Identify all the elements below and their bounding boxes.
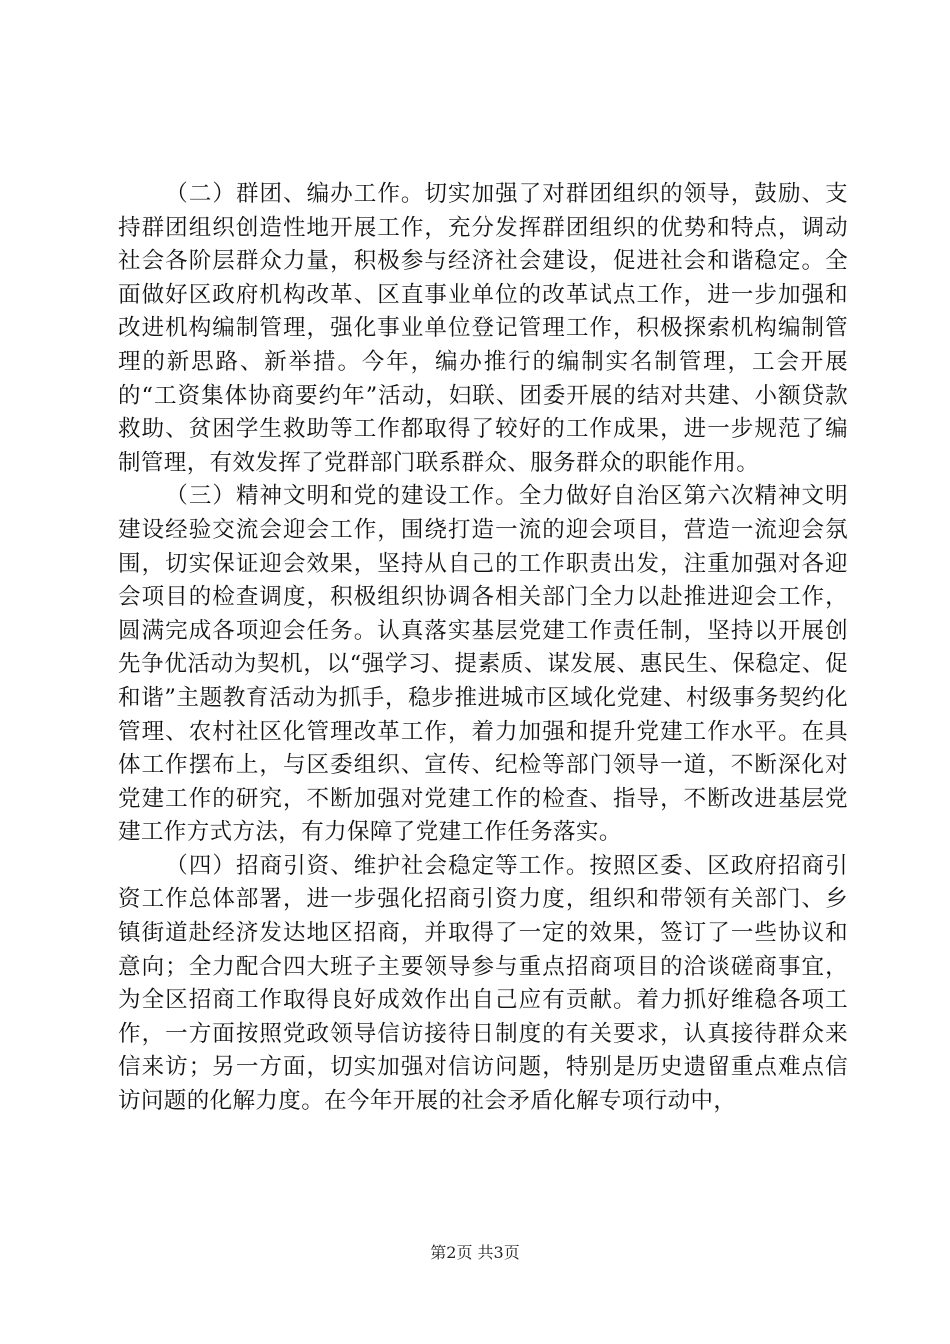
- paragraph-3-party-building: （三）精神文明和党的建设工作。全力做好自治区第六次精神文明建设经验交流会迎会工作，围绕打造一流的迎会项目，营造一流迎会氛围，切实保证迎会效果，坚持从自己的工作职责出发，注重加强对各迎会项目的检查调度，积极组织协调各相关部门全力以赴推进迎会工作，圆满完成各项迎会任务。认真落实基层党建工作责任制，坚持以开展创先争优活动为契机，以“强学习、提素质、谋发展、惠民生、保稳定、促和谐”主题教育活动为抓手，稳步推进城市区域化党建、村级事务契约化管理、农村社区化管理改革工作，着力加强和提升党建工作水平。在具体工作摆布上，与区委组织、宣传、纪检等部门领导一道，不断深化对党建工作的研究，不断加强对党建工作的检查、指导，不断改进基层党建工作方式方法，有力保障了党建工作任务落实。: [118, 483, 848, 846]
- document-body: [118, 178, 848, 1119]
- paragraph-4-investment-stability: （四）招商引资、维护社会稳定等工作。按照区委、区政府招商引资工作总体部署，进一步强化招商引资力度，组织和带领有关部门、乡镇街道赴经济发达地区招商，并取得了一定的效果，签订了一些协议和意向；全力配合四大班子主要领导参与重点招商项目的洽谈磋商事宜，为全区招商工作取得良好成效作出自己应有贡献。着力抓好维稳各项工作，一方面按照党政领导信访接待日制度的有关要求，认真接待群众来信来访；另一方面，切实加强对信访问题，特别是历史遗留重点难点信访问题的化解力度。在今年开展的社会矛盾化解专项行动中，: [118, 852, 848, 1115]
- page-number-footer: 第2页 共3页: [430, 1243, 520, 1262]
- paragraph-2-mass-organizations: （二）群团、编办工作。切实加强了对群团组织的领导，鼓励、支持群团组织创造性地开展工作，充分发挥群团组织的优势和特点，调动社会各阶层群众力量，积极参与经济社会建设，促进社会和谐稳定。全面做好区政府机构改革、区直事业单位的改革试点工作，进一步加强和改进机构编制管理，强化事业单位登记管理工作，积极探索机构编制管理的新思路、新举措。今年，编办推行的编制实名制管理，工会开展的“工资集体协商要约年”活动，妇联、团委开展的结对共建、小额贷款救助、贫困学生救助等工作都取得了较好的工作成果，进一步规范了编制管理，有效发挥了党群部门联系群众、服务群众的职能作用。: [118, 181, 848, 476]
